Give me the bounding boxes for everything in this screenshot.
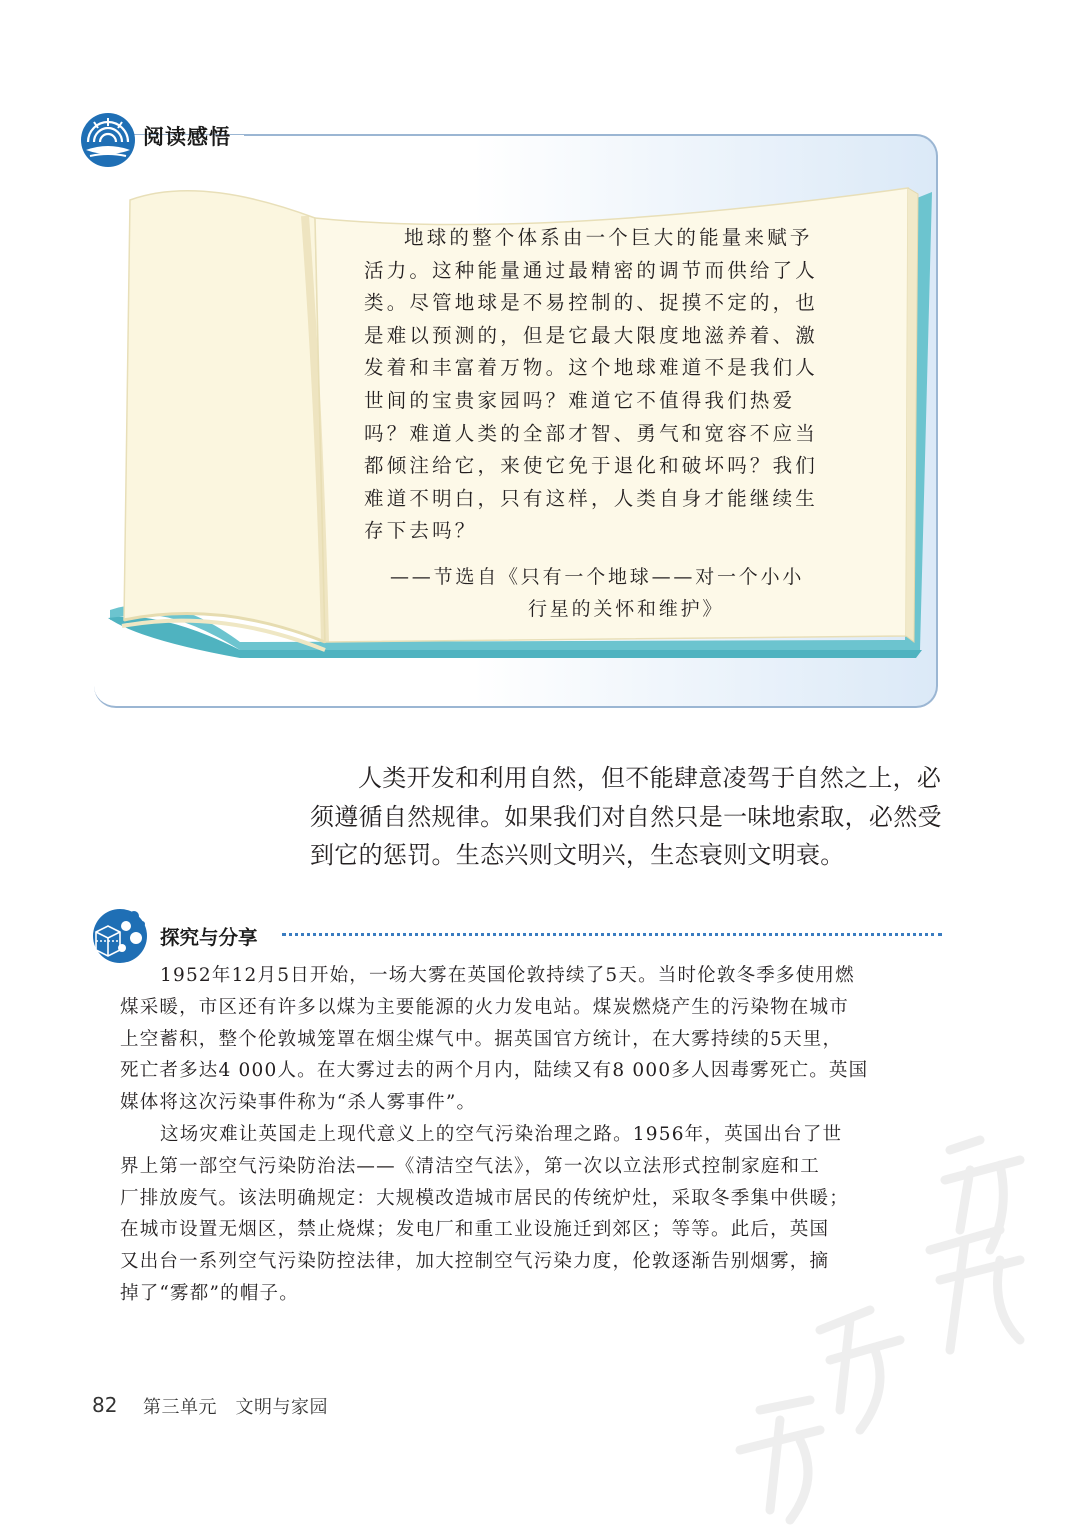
paragraph-line: 厂排放废气。该法明确规定：大规模改造城市居民的传统炉灶，采取冬季集中供暖； — [120, 1187, 849, 1209]
footer-unit-title: 第三单元 文明与家园 — [143, 1397, 328, 1418]
page-number: 82 — [92, 1393, 118, 1417]
reflection-paragraph — [310, 759, 950, 875]
quote-line: 地球的整个体系由一个巨大的能量来赋予 — [404, 226, 813, 249]
quote-text — [364, 222, 824, 548]
quote-line: 活力。这种能量通过最精密的调节而供给了人 — [364, 258, 819, 282]
quote-line: 难道不明白，只有这样，人类自身才能继续生 — [364, 486, 819, 510]
dotted-divider — [282, 933, 942, 936]
paragraph-line: 掉了“雾都”的帽子。 — [120, 1282, 299, 1304]
reflection-line: 到它的惩罚。生态兴则文明兴，生态衰则文明衰。 — [310, 841, 845, 869]
paragraph-line: 煤采暖，市区还有许多以煤为主要能源的火力发电站。煤炭燃烧产生的污染物在城市 — [120, 996, 849, 1018]
paragraph-line: 在城市设置无烟区，禁止烧煤；发电厂和重工业设施迁到郊区；等等。此后，英国 — [120, 1219, 830, 1241]
paragraph-line: 又出台一系列空气污染防控法律，加大控制空气污染力度，伦敦逐渐告别烟雾，摘 — [120, 1251, 830, 1273]
quote-line: 吗？难道人类的全部才智、勇气和宽容不应当 — [364, 421, 819, 445]
reflection-line: 人类开发和利用自然，但不能肆意凌驾于自然之上，必 — [358, 764, 942, 792]
quote-line: 存下去吗？ — [364, 519, 478, 543]
reflection-line: 须遵循自然规律。如果我们对自然只是一味地索取，必然受 — [310, 802, 942, 831]
paragraph-line: 上空蓄积，整个伦敦城笼罩在烟尘煤气中。据英国官方统计，在大雾持续的5天里， — [120, 1028, 843, 1050]
paragraph-line: 界上第一部空气污染防治法——《清洁空气法》，第一次以立法形式控制家庭和工 — [120, 1155, 820, 1177]
explore-cube-icon — [90, 906, 150, 964]
quote-source-continued: 行星的关怀和维护》 — [528, 598, 725, 620]
watermark-logo — [700, 1110, 1080, 1530]
quote-line: 是难以预测的，但是它最大限度地滋养着、激 — [364, 323, 819, 347]
explore-section-title: 探究与分享 — [160, 926, 258, 949]
reading-sunrise-icon — [80, 112, 136, 168]
quote-line: 都倾注给它，来使它免于退化和破坏吗？我们 — [364, 454, 819, 478]
quote-line: 发着和丰富着万物。这个地球难道不是我们人 — [364, 356, 819, 380]
reading-section-title: 阅读感悟 — [143, 125, 231, 149]
quote-source: ——节选自《只有一个地球——对一个小小 — [390, 566, 805, 588]
paragraph-line: 死亡者多达4 000人。在大雾过去的两个月内，陆续又有8 000多人因毒雾死亡。英国 — [120, 1060, 869, 1082]
quote-line: 世间的宝贵家园吗？难道它不值得我们热爱 — [364, 388, 796, 412]
quote-line: 类。尽管地球是不易控制的、捉摸不定的，也 — [364, 291, 819, 315]
paragraph-line: 1952年12月5日开始，一场大雾在英国伦敦持续了5天。当时伦敦冬季多使用燃 — [160, 965, 855, 986]
paragraph-line: 这场灾难让英国走上现代意义上的空气污染治理之路。1956年，英国出台了世 — [160, 1123, 843, 1145]
paragraph-line: 媒体将这次污染事件称为“杀人雾事件”。 — [120, 1092, 477, 1114]
